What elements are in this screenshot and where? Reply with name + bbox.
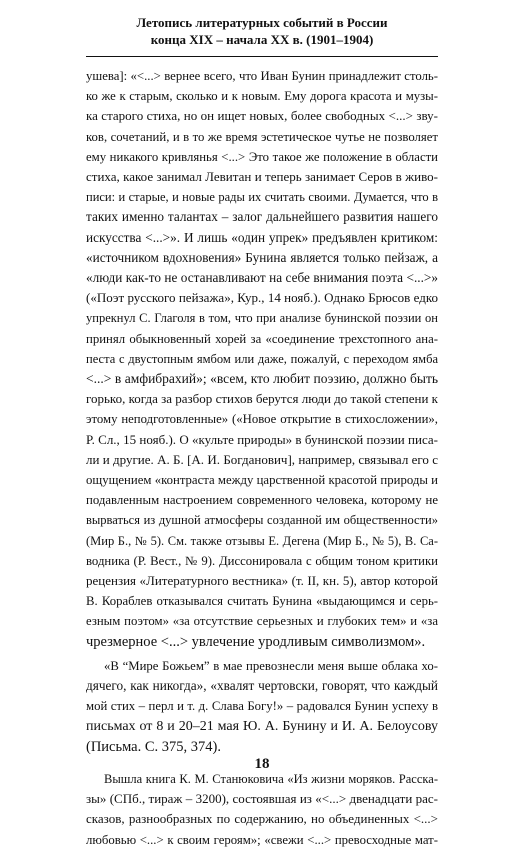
- text-line: (Письма. С. 375, 374).: [86, 738, 221, 755]
- text-line: принял обыкновенный хорей за «соединение трехстопного ана-: [86, 331, 438, 346]
- text-line: сказов, разнообразных по содержанию, но объединенных <...>: [86, 811, 438, 827]
- text-line: ка старого стиха, но он ищет новых, более свободных <...> зву-: [86, 108, 438, 124]
- text-line: вырваться из душной атмосферы созданной им общественности»: [86, 513, 438, 528]
- paragraph-2: [86, 656, 438, 757]
- text-line: искусства <...>». И лишь «один упрек» предъявлен критиком:: [86, 229, 438, 245]
- text-line: горько, когда за разбор стихов берутся люди до такой степени к: [86, 391, 438, 407]
- text-line: мой стих – перл и т. д. Слава Богу!» – радовался Бунин успеху в: [86, 699, 438, 714]
- text-line: (Мир Б., № 5). См. также отзывы Е. Дегена (Мир Б., № 5), В. Са-: [86, 533, 438, 548]
- text-line: Р. Сл., 15 нояб.). О «культе природы» в бунинской поэзии писа-: [86, 431, 438, 447]
- text-line: Вышла книга К. М. Станюковича «Из жизни моряков. Расска-: [104, 771, 438, 786]
- text-line: таких именно талантах – залог дальнейшего развития нашего: [86, 209, 438, 225]
- text-line: любовью <...> к своим героям»; «свежи <...> превосходные мат-: [86, 832, 438, 847]
- text-line: <...> в амфибрахий»; «всем, кто любит поэзию, должно быть: [86, 371, 438, 387]
- page-number: 18: [254, 756, 270, 772]
- body-text: [86, 66, 438, 850]
- paragraph-3: [86, 769, 438, 850]
- text-line: подавленным настроением современного человека, которому не: [86, 493, 438, 508]
- text-line: «В “Мире Божьем” в мае превознесли меня выше облака хо-: [104, 658, 438, 673]
- text-line: ко же к старым, сколько и к новым. Ему дорога красота и музы-: [86, 89, 438, 104]
- running-header: [86, 14, 438, 48]
- text-line: стиха, какое занимал Левитан и теперь занимает Серов в живо-: [86, 169, 438, 185]
- paragraph-1: [86, 66, 438, 652]
- text-line: ли и другие. А. Б. [А. И. Богданович], например, связывал его с: [86, 451, 438, 467]
- header-line-1: Летопись литературных событий в России: [136, 15, 388, 30]
- text-line: рецензия «Литературного вестника» (т. II, кн. 5), автор которой: [86, 573, 438, 589]
- text-line: ушева]: «<...> вернее всего, что Иван Бунин принадлежит столь-: [86, 69, 438, 83]
- text-line: песта с двустопным ямбом или даже, пожалуй, с переходом ямба: [86, 351, 438, 366]
- header-line-2: конца XIX – начала XX в. (1901–1904): [150, 32, 374, 47]
- text-line: дячего, как никогда», «хвалят чертовски, говорят, что каждый: [86, 678, 438, 694]
- text-line: ощущением «контраста между царственной красотой природы и: [86, 473, 438, 488]
- header-divider: [86, 56, 438, 57]
- text-line: письмах от 8 и 20–21 мая Ю. А. Бунину и И. А. Белоусову: [86, 718, 438, 734]
- text-line: ему никакого кривлянья <...> Это такое же положение в области: [86, 149, 438, 164]
- text-line: ков, сочетаний, и в то же время эстетическое чутье не позволяет: [86, 129, 438, 144]
- text-line: водника (Р. Вест., № 9). Диссонировала с общим тоном критики: [86, 553, 438, 568]
- text-line: «источником вдохновения» Бунина является только пейзаж, а: [86, 249, 438, 265]
- text-line: («Поэт русского пейзажа», Кур., 14 нояб.). Однако Брюсов едко: [86, 290, 438, 306]
- text-line: этому неподготовленные» («Новое открытие в стихосложении»,: [86, 412, 438, 427]
- text-line: зы» (СПб., тираж – 3200), состоявшая из «<...> двенадцати рас-: [86, 791, 438, 807]
- text-line: писи: и старые, и новые рады их считать своими. Думается, что в: [86, 190, 438, 205]
- text-line: упрекнул С. Глаголя в том, что при анализе бунинской поэзии он: [86, 311, 438, 326]
- text-line: В. Кораблев отказывался считать Бунина «выдающимся и серь-: [86, 594, 438, 609]
- text-line: чрезмерное <...> увлечение уродливым символизмом».: [86, 633, 426, 650]
- text-line: езным поэтом» «за отсутствие серьезных и глубоких тем» и «за: [86, 614, 438, 629]
- text-line: «люди как-то не останавливают на себе внимания поэта <...>»: [86, 270, 438, 286]
